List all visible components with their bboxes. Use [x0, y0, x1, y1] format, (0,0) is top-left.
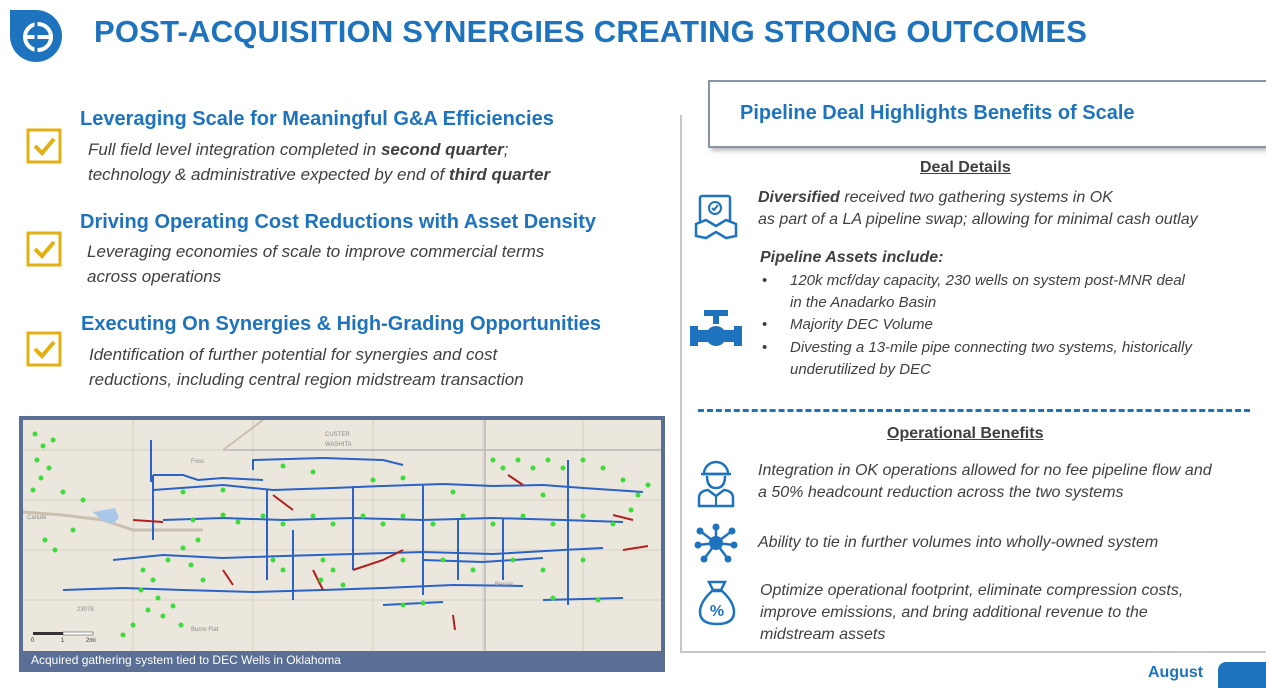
company-logo-icon — [8, 8, 64, 64]
panel-header-title: Pipeline Deal Highlights Benefits of Scale — [740, 102, 1135, 124]
footer-date: August — [1148, 664, 1204, 681]
pipeline-map — [19, 416, 665, 672]
map-label-washita: WASHITA — [325, 442, 352, 448]
item-heading: Driving Operating Cost Reductions with Asset Density — [80, 211, 596, 233]
map-label-canute: Canute — [27, 515, 47, 521]
asset-bullet: • Majority DEC Volume — [762, 316, 933, 333]
checkbox-icon — [26, 231, 62, 267]
svg-text:0: 0 — [31, 638, 35, 644]
money-bag-icon — [696, 578, 738, 626]
map-image — [23, 420, 661, 651]
checkbox-icon — [26, 331, 62, 367]
map-label-burns-flat: Burns Flat — [191, 627, 219, 633]
operational-benefits-title: Operational Benefits — [887, 425, 1044, 442]
section-divider — [698, 409, 1250, 412]
network-icon — [694, 523, 738, 563]
map-label-bessie: Bessie — [495, 582, 514, 588]
pipeline-valve-icon — [690, 310, 742, 348]
map-label-airport: 23078 — [77, 607, 94, 613]
map-label-foss: Foss — [191, 459, 205, 465]
svg-text:1: 1 — [61, 638, 65, 644]
item-description: Full field level integration completed in second quarter; technology & administrative expected by end of third quarter — [88, 140, 551, 184]
item-description: Leveraging economies of scale to improve commercial terms across operations — [87, 242, 545, 286]
svg-text:2mi: 2mi — [86, 638, 96, 644]
benefit-text: Optimize operational footprint, eliminate compression costs, improve emissions, and bring additional revenue to the midstream assets — [760, 582, 1184, 643]
pipeline-assets-title: Pipeline Assets include: — [760, 249, 944, 266]
map-label-custer: CUSTER — [325, 432, 350, 438]
benefit-text: Integration in OK operations allowed for no fee pipeline flow and a 50% headcount reduction across the two systems — [758, 462, 1212, 501]
checkbox-icon — [26, 128, 62, 164]
asset-bullet: • 120k mcf/day capacity, 230 wells on system post-MNR deal in the Anadarko Basin — [762, 272, 1185, 311]
svg-text:%: % — [709, 603, 725, 620]
item-heading: Leveraging Scale for Meaningful G&A Efficiencies — [80, 108, 554, 130]
deal-details-text: Diversified received two gathering systems in OK as part of a LA pipeline swap; allowing for minimal cash outlay — [758, 189, 1198, 228]
benefit-text: Ability to tie in further volumes into wholly-owned system — [758, 534, 1159, 551]
asset-bullet: • Divesting a 13-mile pipe connecting two systems, historically underutilized by DEC — [762, 339, 1192, 378]
panel-header — [708, 80, 1266, 148]
agreement-icon — [694, 194, 738, 240]
map-caption: Acquired gathering system tied to DEC Wells in Oklahoma — [31, 653, 341, 667]
page-number-badge — [1218, 662, 1266, 688]
item-heading: Executing On Synergies & High-Grading Opportunities — [81, 313, 602, 335]
page-title: POST-ACQUISITION SYNERGIES CREATING STRONG OUTCOMES — [94, 14, 1088, 49]
deal-details-title: Deal Details — [920, 159, 1011, 176]
item-description: Identification of further potential for synergies and cost reductions, including central region midstream transaction — [89, 345, 524, 389]
worker-icon — [696, 458, 736, 508]
